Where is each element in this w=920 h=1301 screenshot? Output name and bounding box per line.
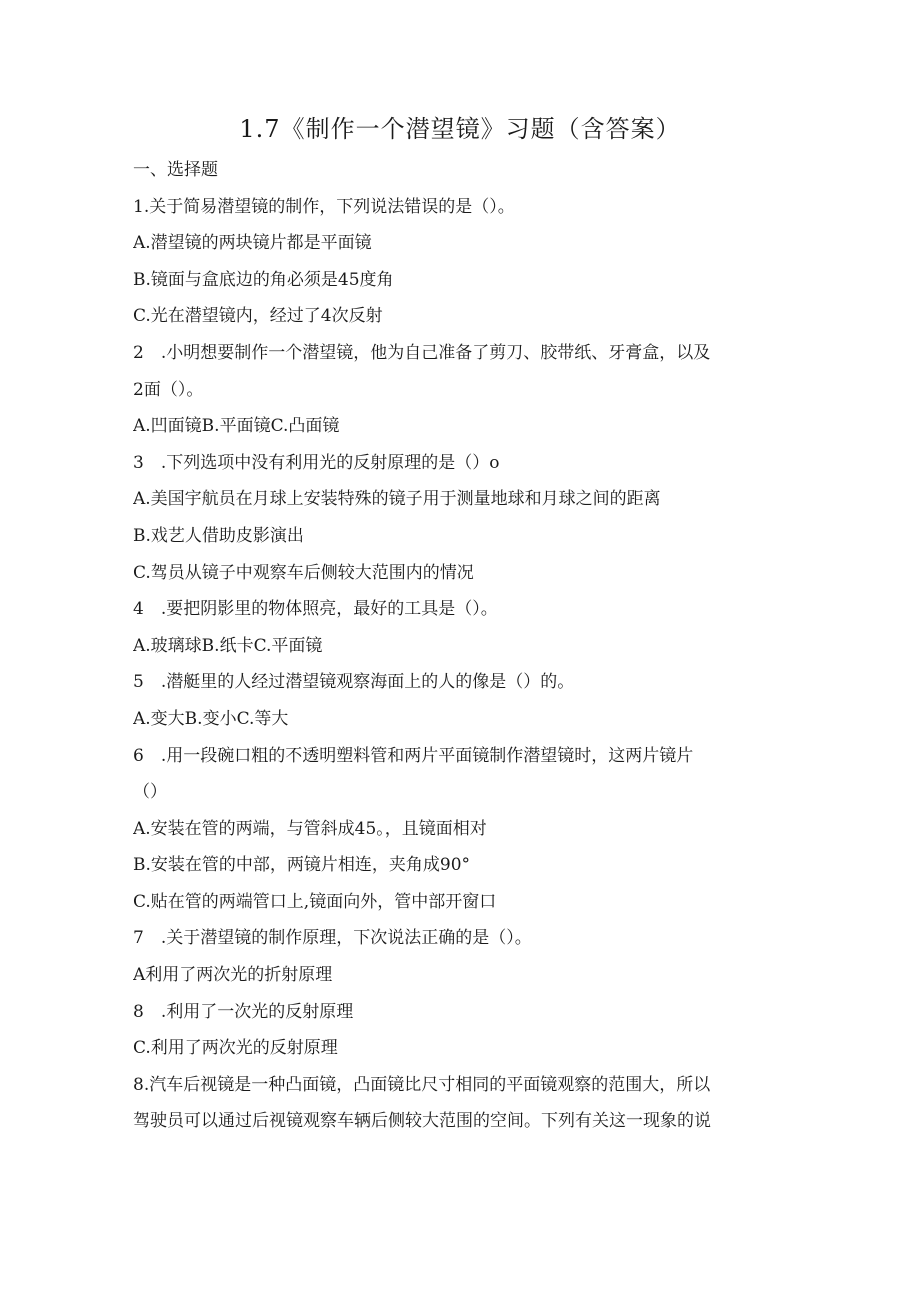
q1-option-c: C.光在潜望镜内，经过了4次反射	[133, 306, 383, 327]
section-heading: 一、选择题	[133, 160, 218, 180]
question-6-continued: （）	[133, 782, 167, 803]
q6-option-a: A.安装在管的两端，与管斜成45。，且镜面相对	[133, 818, 487, 839]
question-2-continued: 2面（）。	[133, 379, 204, 400]
q3-option-a: A.美国宇航员在月球上安装特殊的镜子用于测量地球和月球之间的距离	[133, 489, 661, 510]
q6-option-c: C.贴在管的两端管口上,镜面向外，管中部开窗口	[133, 891, 497, 912]
question-4: 4 .要把阴影里的物体照亮，最好的工具是（）。	[133, 599, 498, 620]
question-7: 7 .关于潜望镜的制作原理，下次说法正确的是（）。	[133, 928, 532, 949]
q4-options: A.玻璃球B.纸卡C.平面镜	[133, 635, 323, 656]
document-body	[133, 152, 773, 1140]
document-title: 1.7《制作一个潜望镜》习题（含答案）	[239, 115, 681, 143]
question-1: 1.关于简易潜望镜的制作，下列说法错误的是（）。	[133, 196, 515, 217]
q6-option-b: B.安装在管的中部，两镜片相连，夹角成90°	[133, 855, 471, 876]
q7-option-a: A利用了两次光的折射原理	[133, 965, 333, 986]
question-8-continued: 驾驶员可以通过后视镜观察车辆后侧较大范围的空间。下列有关这一现象的说	[133, 1111, 711, 1132]
q5-options: A.变大B.变小C.等大	[133, 708, 289, 729]
question-8: 8.汽车后视镜是一种凸面镜，凸面镜比尺寸相同的平面镜观察的范围大，所以	[133, 1074, 711, 1095]
q1-option-b: B.镜面与盒底边的角必须是45度角	[133, 269, 394, 290]
q2-options: A.凹面镜B.平面镜C.凸面镜	[133, 416, 340, 437]
q1-option-a: A.潜望镜的两块镜片都是平面镜	[133, 233, 372, 254]
q7-option-b: 8 .利用了一次光的反射原理	[133, 1001, 354, 1022]
q7-option-c: C.利用了两次光的反射原理	[133, 1038, 338, 1059]
question-2: 2 .小明想要制作一个潜望镜，他为自己准备了剪刀、胶带纸、牙膏盒，以及	[133, 342, 711, 363]
question-6: 6 .用一段碗口粗的不透明塑料管和两片平面镜制作潜望镜时，这两片镜片	[133, 745, 694, 766]
q3-option-b: B.戏艺人借助皮影演出	[133, 525, 304, 546]
question-5: 5 .潜艇里的人经过潜望镜观察海面上的人的像是（）的。	[133, 672, 575, 693]
q3-option-c: C.驾员从镜子中观察车后侧较大范围内的情况	[133, 562, 474, 583]
question-3: 3 .下列选项中没有利用光的反射原理的是（）o	[133, 452, 500, 473]
